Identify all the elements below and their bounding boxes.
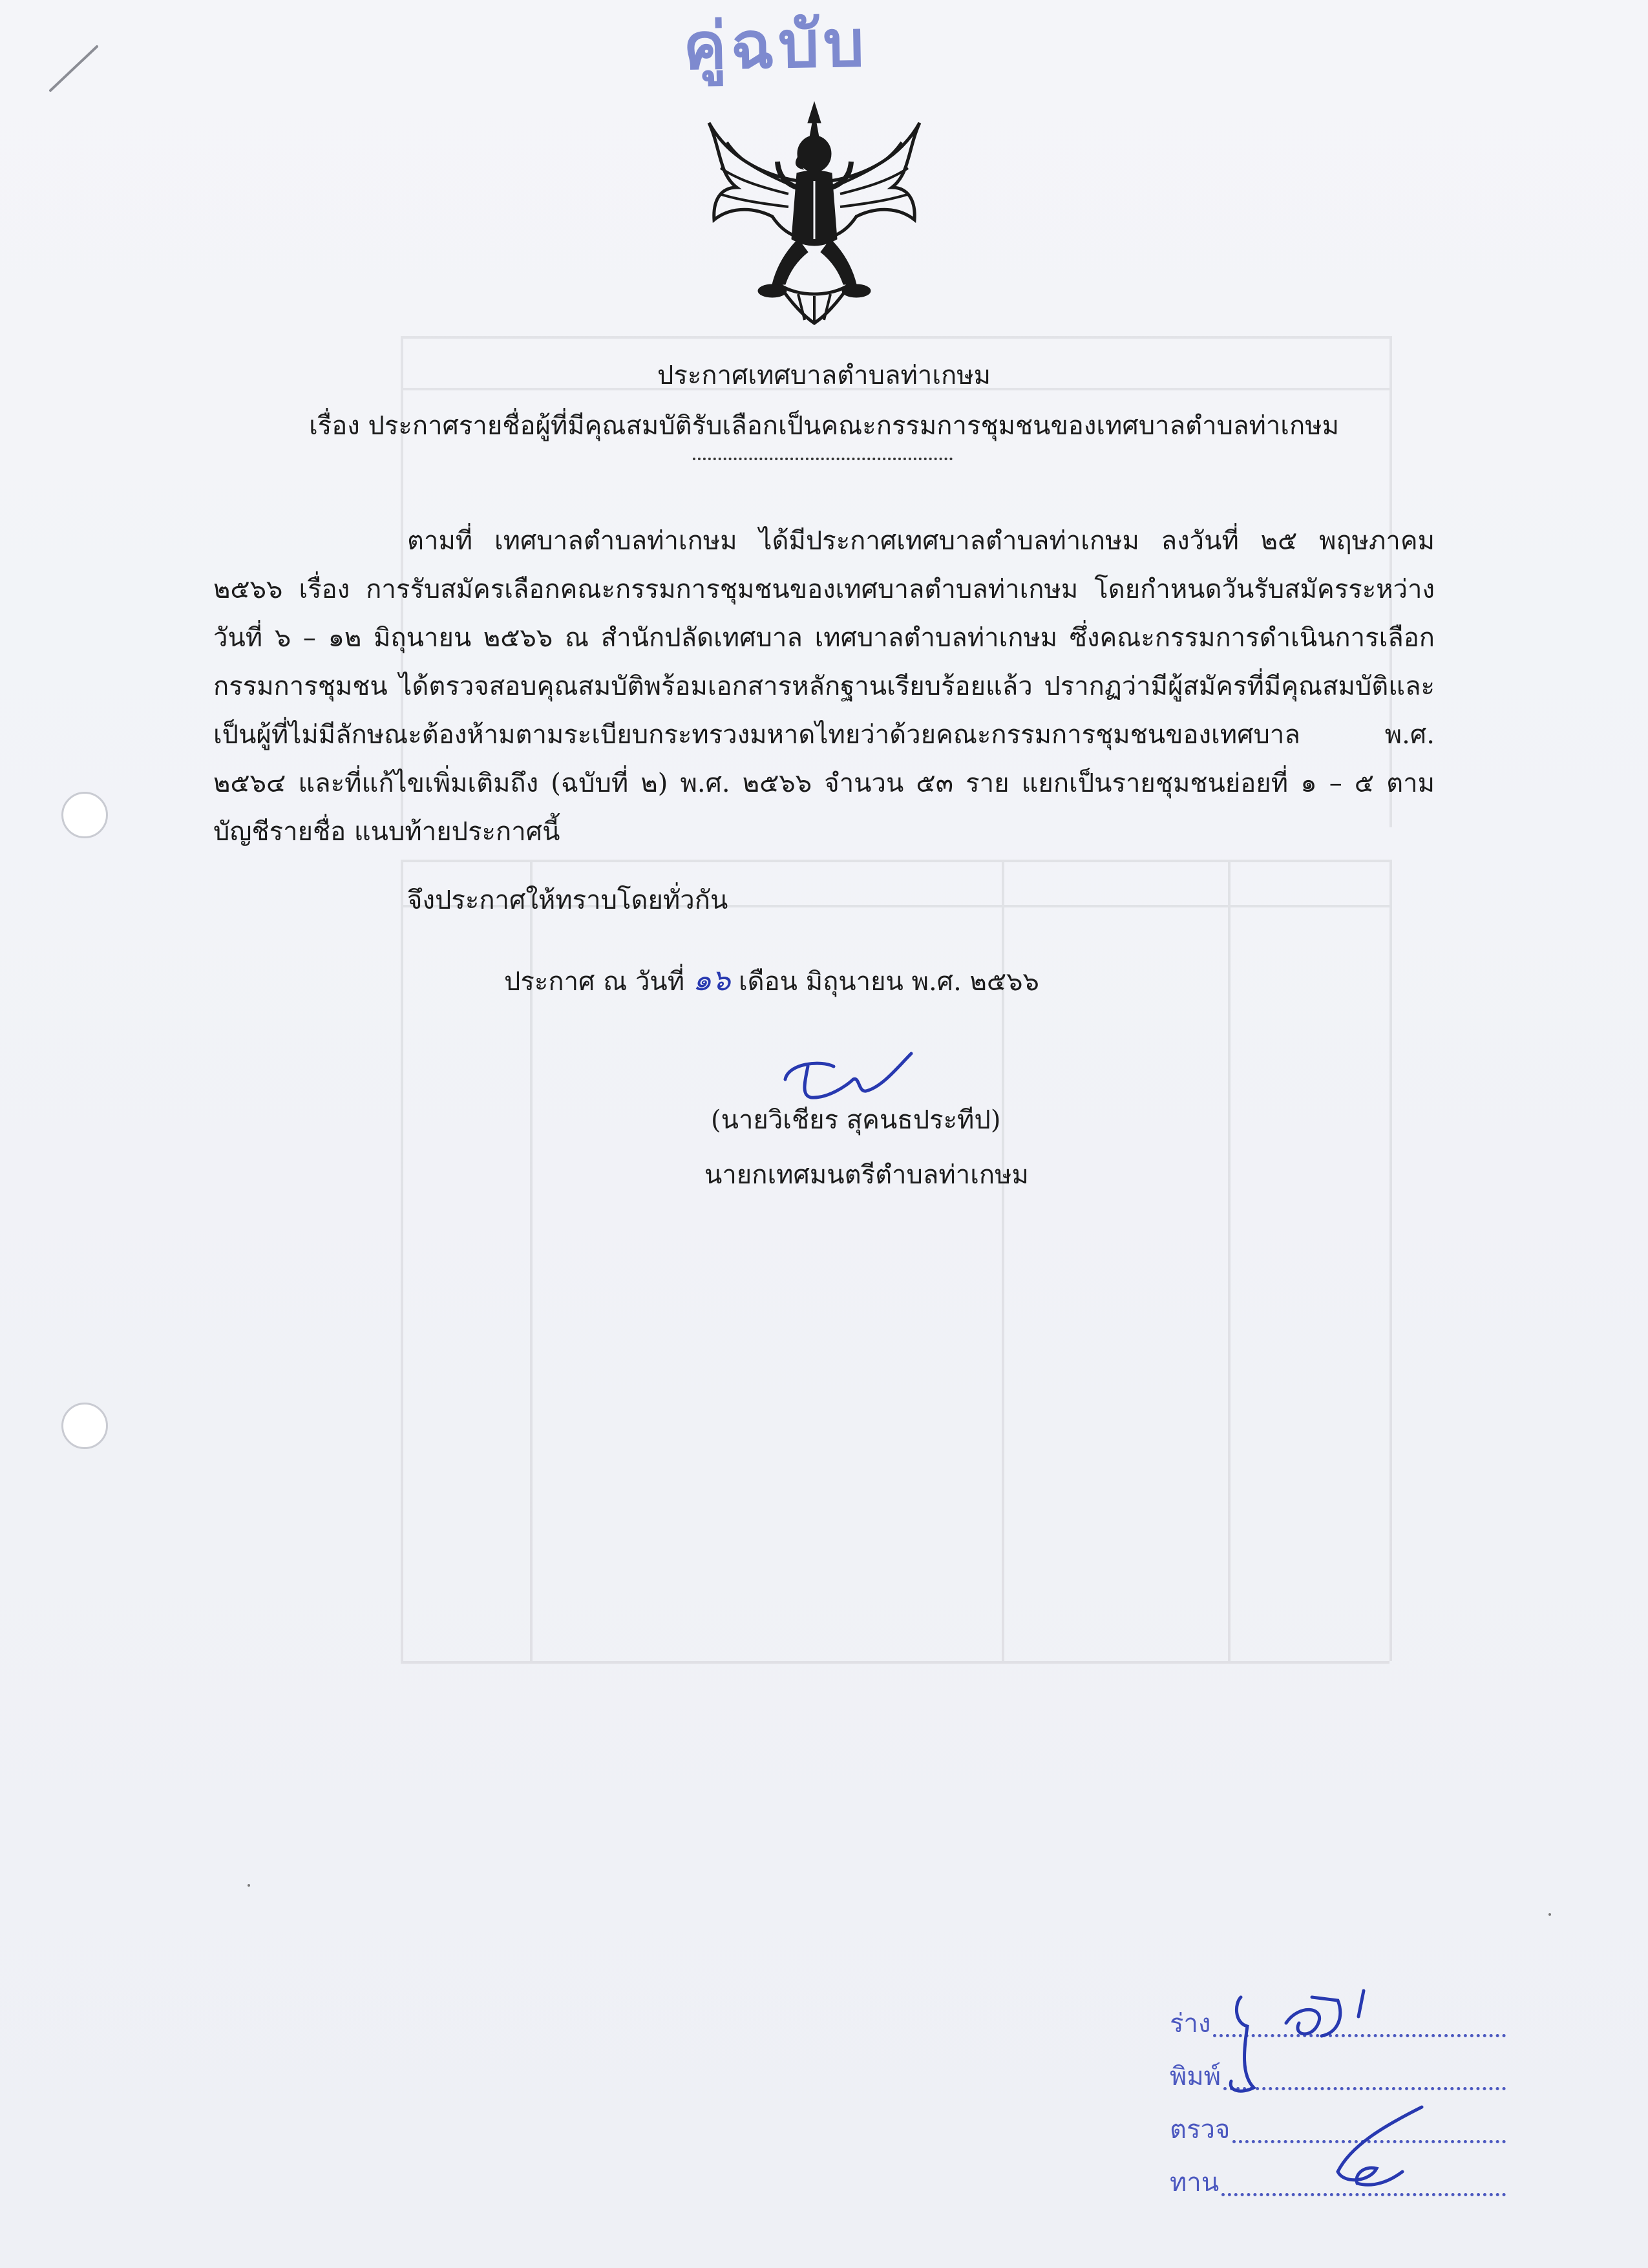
date-suffix: เดือน มิถุนายน พ.ศ. ๒๕๖๖: [730, 967, 1039, 997]
garuda-emblem-icon: [701, 97, 927, 330]
staple-mark-icon: [45, 39, 103, 97]
approval-label: ร่าง: [1170, 2009, 1211, 2039]
punch-hole-bottom: [61, 1403, 108, 1449]
announcement-title: ประกาศเทศบาลตำบลท่าเกษม: [657, 361, 991, 390]
closing-line: จึงประกาศให้ทราบโดยทั่วกัน: [407, 885, 728, 915]
announcement-subject: เรื่อง ประกาศรายชื่อผู้ที่มีคุณสมบัติรับเลือกเป็นคณะกรรมการชุมชนของเทศบาลตำบลท่าเกษม: [309, 411, 1339, 441]
handwritten-day: ๑๖: [692, 962, 731, 997]
signer-name: (นายวิเชียร สุคนธประทีป): [711, 1105, 1001, 1135]
paper-speck: [1548, 1913, 1551, 1916]
punch-hole-top: [61, 792, 108, 838]
approval-label: ตรวจ: [1170, 2115, 1231, 2145]
copy-stamp: คู่ฉบับ: [682, 5, 869, 85]
approval-label: ทาน: [1170, 2168, 1220, 2198]
title-separator: [693, 458, 953, 460]
date-prefix: ประกาศ ณ วันที่: [504, 967, 693, 997]
approval-label: พิมพ์: [1170, 2062, 1221, 2092]
announcement-date: [504, 957, 1039, 1004]
body-paragraph: ตามที่ เทศบาลตำบลท่าเกษม ได้มีประกาศเทศบาลตำบลท่าเกษม ลงวันที่ ๒๕ พฤษภาคม ๒๕๖๖ เรื่อง การรับสมัครเลือกคณะกรรมการชุมชนของเทศบาลตำบลท่าเกษม โดยกำหนดวันรับสมัครระหว่าง วันที่ ๖ – ๑๒ มิถุนายน ๒๕๖๖ ณ สำนักปลัดเทศบาล เทศบาลตำบลท่าเกษม ซึ่งคณะกรรมการดำเนินการเลือก กรรมการชุมชน ได้ตรวจสอบคุณสมบัติพร้อมเอกสารหลักฐานเรียบร้อยแล้ว ปรากฏว่ามีผู้สมัครที่มีคุณสมบัติและ เป็นผู้ที่ไม่มีลักษณะต้องห้ามตามระเบียบกระทรวงมหาดไทยว่าด้วยคณะกรรมการชุมชนของเทศบาล พ.ศ. ๒๕๖๔ และที่แก้ไขเพิ่มเติมถึง (ฉบับที่ ๒) พ.ศ. ๒๕๖๖ จำนวน ๕๓ ราย แยกเป็นรายชุมชนย่อยที่ ๑ – ๕ ตามบัญชีรายชื่อ แนบท้ายประกาศนี้: [213, 526, 1435, 847]
paper-speck: [248, 1884, 250, 1887]
signer-position: นายกเทศมนตรีตำบลท่าเกษม: [704, 1160, 1029, 1190]
handwritten-initials-icon: [1215, 1978, 1448, 2198]
